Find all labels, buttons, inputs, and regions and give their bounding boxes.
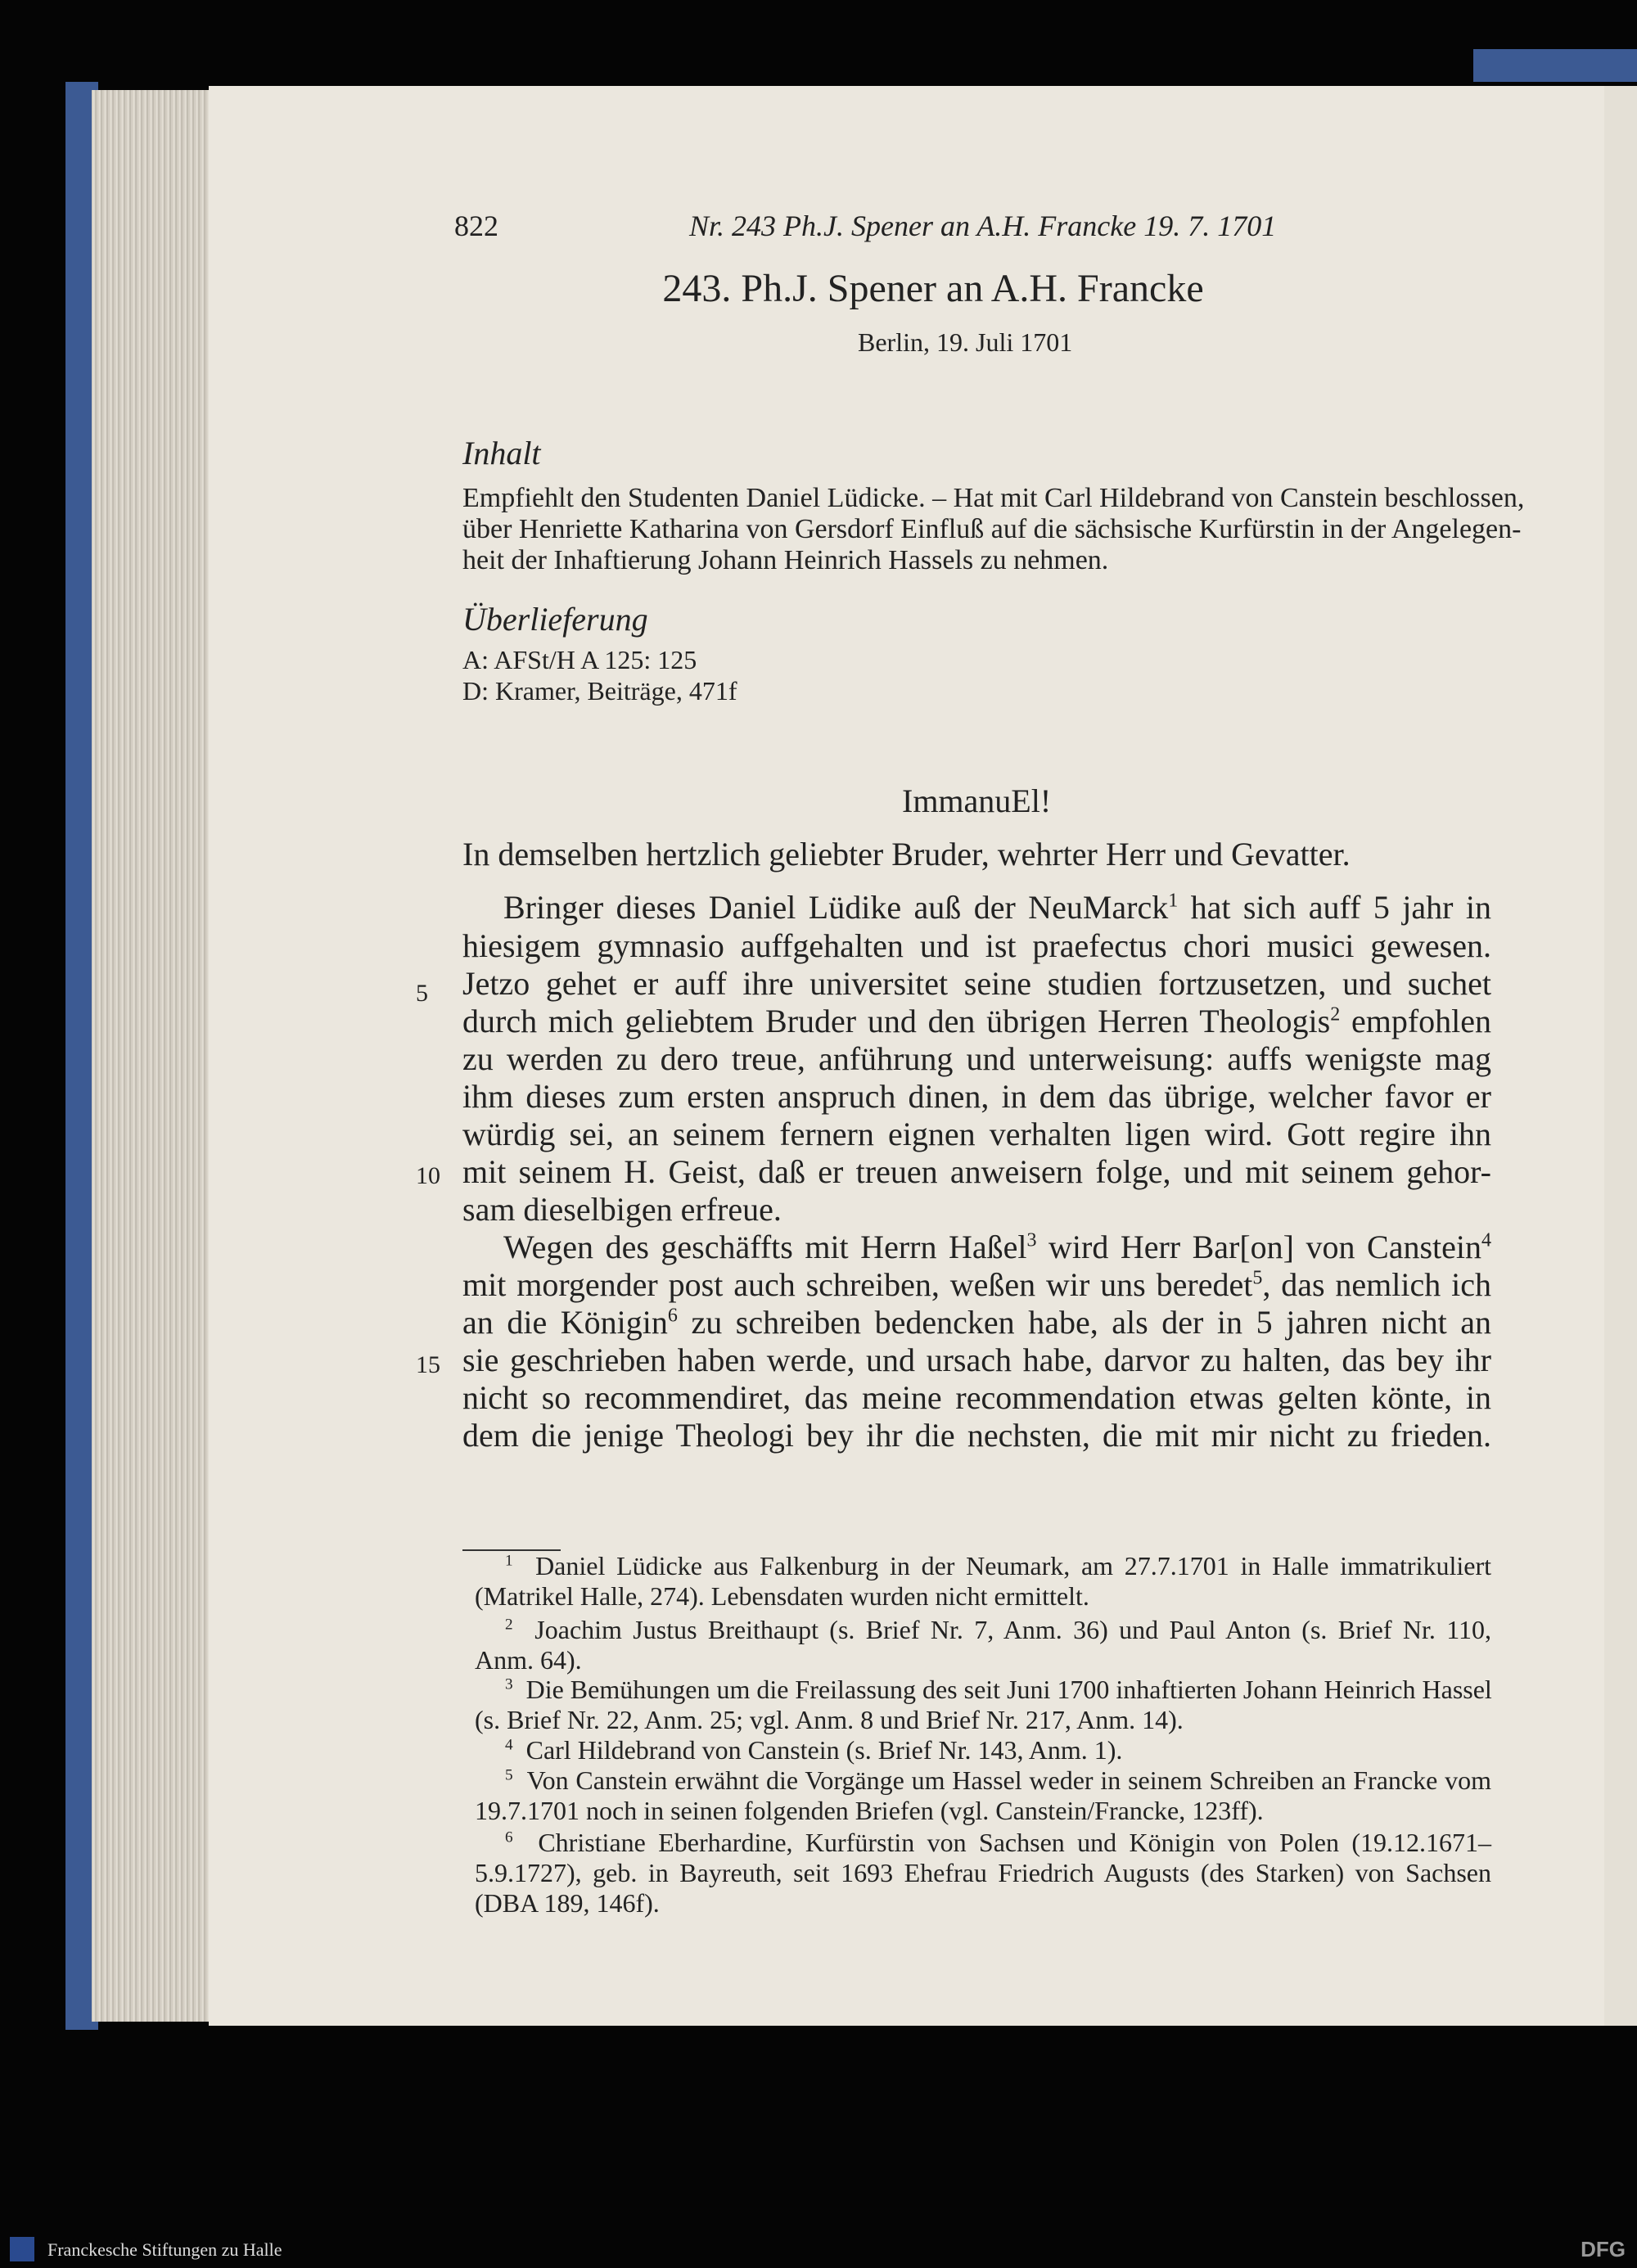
book-cover-top	[1473, 49, 1637, 82]
body-line-5: zu werden zu dero treue, anführung und unterweisung: auffs wenigste mag	[462, 1040, 1491, 1077]
body-line-14: nicht so recommendiret, das meine recommendation etwas gelten könte, in	[462, 1379, 1491, 1416]
footnote-4: $^4$ Carl Hildebrand von Canstein (s. Brief Nr. 143, Anm. 1).	[505, 1735, 1123, 1765]
footnote-1: $^1$ Daniel Lüdicke aus Falkenburg in der Neumark, am 27.7.1701 in Halle immatrikuliert	[505, 1551, 1492, 1580]
body-line-13: sie geschrieben haben werde, und ursach habe, darvor zu halten, das bey ihr	[462, 1341, 1491, 1378]
body-line-6: ihm dieses zum ersten anspruch dinen, in dem das übrige, welcher favor er	[462, 1078, 1491, 1115]
footnote-5: $^5$ Von Canstein erwähnt die Vorgänge um Hassel weder in seinem Schreiben an Francke vom	[505, 1765, 1491, 1795]
body-line-1: Bringer dieses Daniel Lüdike auß der NeuMarck$^1$ hat sich auff 5 jahr in	[503, 889, 1491, 926]
inhalt-line-2: über Henriette Katharina von Gersdorf Einfluß auf die sächsische Kurfürstin in der Angelegen-	[462, 514, 1522, 544]
inhalt-heading: Inhalt	[462, 435, 541, 471]
running-title: Nr. 243 Ph.J. Spener an A.H. Francke 19. 7. 1701	[689, 210, 1277, 242]
body-line-10: Wegen des geschäffts mit Herrn Haßel$^3$ wird Herr Bar[on] von Canstein$^4$	[503, 1229, 1491, 1265]
footnote-2: $^2$ Joachim Justus Breithaupt (s. Brief Nr. 7, Anm. 36) und Paul Anton (s. Brief Nr. 110,	[505, 1615, 1492, 1644]
footnote-1-cont: (Matrikel Halle, 274). Lebensdaten wurden nicht ermittelt.	[475, 1581, 1089, 1611]
line-number-5: 5	[416, 980, 428, 1007]
body-line-12: an die Königin$^6$ zu schreiben bedencken habe, als der in 5 jahren nicht an	[462, 1304, 1492, 1341]
footnote-3: $^3$ Die Bemühungen um die Freilassung des seit Juni 1700 inhaftierten Johann Heinrich Hassel	[505, 1675, 1492, 1704]
body-line-15: dem die jenige Theologi bey ihr die nechsten, die mit mir nicht zu frieden.	[462, 1417, 1491, 1454]
footnote-3-cont: (s. Brief Nr. 22, Anm. 25; vgl. Anm. 8 und Brief Nr. 217, Anm. 14).	[475, 1705, 1184, 1734]
page-number: 822	[454, 210, 498, 242]
letter-date-place: Berlin, 19. Juli 1701	[858, 327, 1073, 357]
line-number-15: 15	[416, 1351, 440, 1378]
ueberlieferung-item-d: D: Kramer, Beiträge, 471f	[462, 676, 737, 706]
footnote-6-cont: 5.9.1727), geb. in Bayreuth, seit 1693 Ehefrau Friedrich Augusts (des Starken) von Sachsen	[475, 1858, 1491, 1887]
body-line-7: würdig sei, an seinem fernern eignen verhalten ligen wird. Gott regire ihn	[462, 1116, 1491, 1152]
letter-title-text: 243. Ph.J. Spener an A.H. Francke	[662, 267, 1204, 310]
footnote-ref-6: 6	[667, 1305, 678, 1327]
footnote-ref-4: 4	[1481, 1229, 1491, 1251]
institution-logo-icon	[10, 2237, 34, 2261]
ueberlieferung-heading: Überlieferung	[462, 601, 648, 638]
institution-name: Franckesche Stiftungen zu Halle	[47, 2239, 282, 2260]
body-line-9: sam dieselbigen erfreue.	[462, 1191, 782, 1228]
inhalt-line-3: heit der Inhaftierung Johann Heinrich Hassels zu nehmen.	[462, 545, 1109, 575]
greeting: ImmanuEl!	[902, 782, 1052, 819]
body-line-8: mit seinem H. Geist, daß er treuen anweisern folge, und mit seinem gehor-	[462, 1153, 1491, 1190]
dfg-logo: DFG	[1581, 2237, 1626, 2261]
page-stack-edge	[92, 90, 214, 2022]
footnote-ref-2: 2	[1330, 1003, 1341, 1026]
salutation: In demselben hertzlich geliebter Bruder, wehrter Herr und Gevatter.	[462, 836, 1351, 872]
inhalt-line-1: Empfiehlt den Studenten Daniel Lüdicke. – Hat mit Carl Hildebrand von Canstein beschlossen,	[462, 483, 1525, 513]
body-line-2: hiesigem gymnasio auffgehalten und ist praefectus chori musici gewesen.	[462, 927, 1491, 964]
footnote-ref-3: 3	[1026, 1229, 1037, 1251]
body-line-11: mit morgender post auch schreiben, weßen wir uns beredet$^5$, das nemlich ich	[462, 1266, 1491, 1303]
footnote-ref-1: 1	[1168, 890, 1179, 912]
footnote-5-cont: 19.7.1701 noch in seinen folgenden Briefen (vgl. Canstein/Francke, 123ff).	[475, 1796, 1264, 1825]
footnote-ref-5: 5	[1252, 1267, 1263, 1289]
footnote-2-cont: Anm. 64).	[475, 1645, 582, 1675]
footnote-6-cont-2: (DBA 189, 146f).	[475, 1888, 660, 1918]
ueberlieferung-item-a: A: AFSt/H A 125: 125	[462, 645, 697, 674]
page-right-shadow	[1604, 86, 1637, 2026]
line-number-10: 10	[416, 1162, 440, 1189]
body-line-3: Jetzo gehet er auff ihre universitet seine studien fortzusetzen, und suchet	[462, 965, 1491, 1002]
body-line-4: durch mich geliebtem Bruder und den übrigen Herren Theologis$^2$ empfohlen	[462, 1003, 1492, 1039]
letter-title	[0, 266, 1637, 311]
footnote-6: $^6$ Christiane Eberhardine, Kurfürstin von Sachsen und Königin von Polen (19.12.1671–	[505, 1828, 1492, 1857]
